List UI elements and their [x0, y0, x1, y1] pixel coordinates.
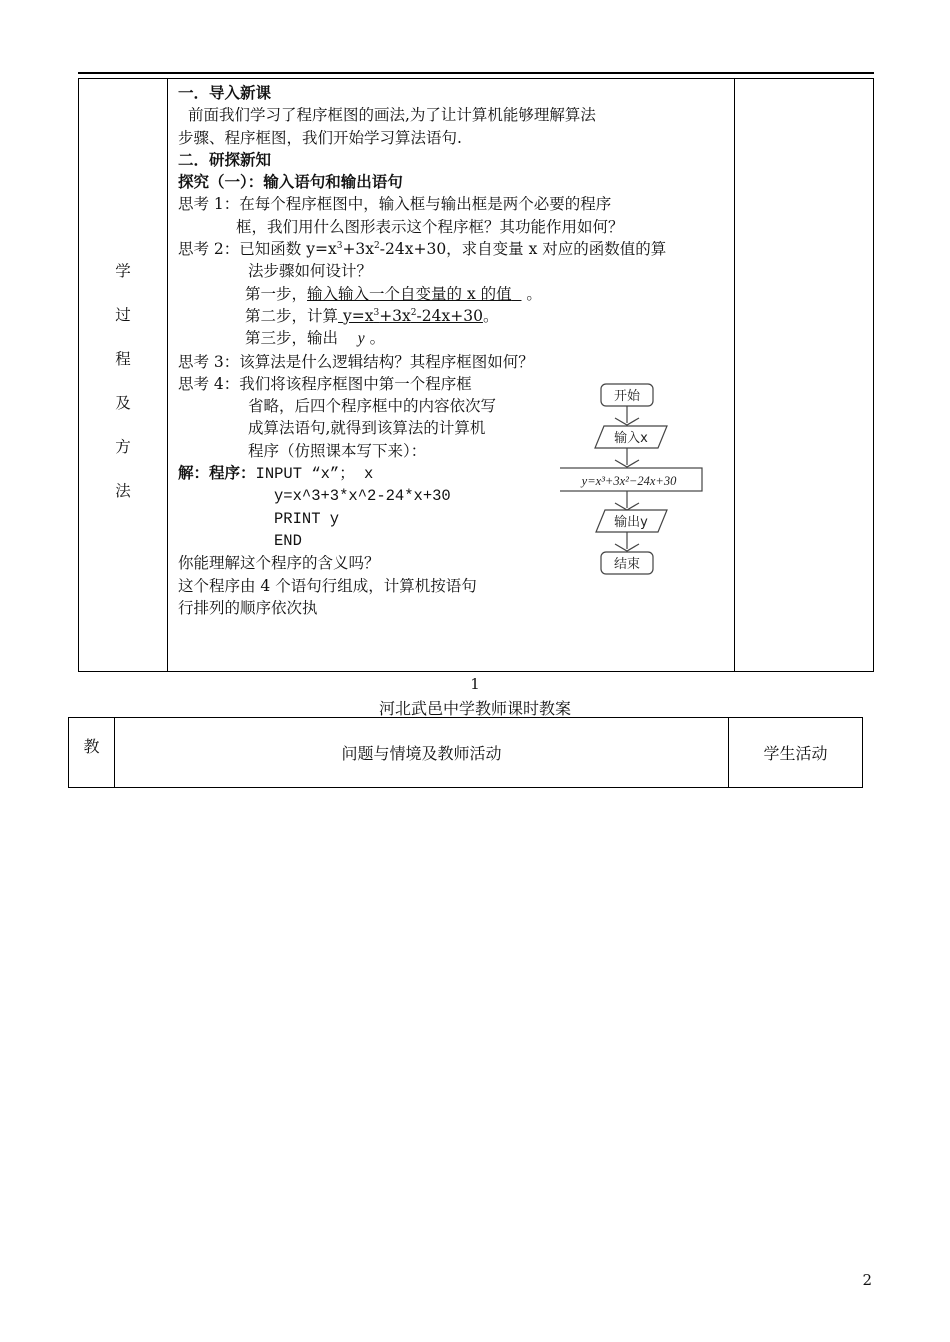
side-label	[79, 79, 167, 513]
flowchart-output-label: 输出y	[614, 515, 648, 530]
step-1-answer: 输入输入一个自变量的 x 的值	[307, 284, 512, 303]
heading-explore: 二．研探新知	[178, 149, 272, 169]
intro-line: 前面我们学习了程序框图的画法,为了让计算机能够理解算法	[188, 106, 596, 125]
page-number: 1	[470, 675, 480, 693]
flowchart	[560, 379, 720, 579]
side-char: 学	[115, 262, 131, 280]
step-2-answer: $y=x^3+3x^2-24x+30$	[342, 306, 483, 325]
code-line: y=x^3+3*x^2-24*x+30	[274, 487, 451, 506]
side-char: 法	[115, 482, 131, 500]
content-cell	[168, 79, 735, 672]
question-3: 思考 3：该算法是什么逻辑结构？其程序框图如何？	[178, 352, 534, 371]
col-teach: 教	[69, 718, 115, 788]
flowchart-start-label: 开始	[613, 389, 641, 404]
flowchart-process-label: y=x³+3x²−24x+30	[581, 474, 677, 488]
page-header-title: 河北武邑中学教师课时教案	[378, 699, 571, 718]
header-table	[68, 717, 863, 788]
intro-line: 步骤、程序框图，我们开始学习算法语句.	[178, 128, 462, 147]
step-2: 第二步，计算 $y=x^3+3x^2-24x+30$。	[245, 306, 499, 325]
flowchart-input-label: 输入x	[614, 431, 648, 446]
col-teacher-activity: 问题与情境及教师活动	[115, 718, 729, 788]
step-3: 第三步，输出 y 。	[245, 329, 386, 348]
page-number-bottom: 2	[862, 1271, 872, 1289]
question-2: 思考 2：已知函数 $y=x^3+3x^2-24x+30$，求自变量 x 对应的函数值的算	[178, 240, 667, 259]
col-student-activity: 学生活动	[729, 718, 863, 788]
side-char: 方	[115, 438, 131, 456]
question-2-cont: 法步骤如何设计？	[248, 262, 373, 281]
side-char: 过	[115, 306, 131, 324]
flowchart-end-label: 结束	[613, 557, 641, 572]
side-char: 程	[115, 350, 131, 368]
top-rule	[78, 72, 874, 74]
question-1: 思考 1：在每个程序框图中，输入框与输出框是两个必要的程序	[178, 195, 612, 214]
side-char: 及	[115, 394, 131, 412]
question-understand: 你能理解这个程序的含义吗？	[178, 554, 380, 573]
heading-inquiry: 探究（一）：输入语句和输出语句	[178, 172, 403, 192]
question-1-cont: 框，我们用什么图形表示这个程序框？其功能作用如何？	[236, 217, 624, 236]
explain-line: 行排列的顺序依次执	[178, 598, 318, 617]
code-line: END	[274, 531, 302, 550]
heading-intro: 一．导入新课	[178, 83, 272, 102]
code-line: PRINT y	[274, 509, 340, 528]
right-empty-cell	[735, 79, 874, 672]
explain-line: 这个程序由 4 个语句行组成，计算机按语句	[178, 576, 477, 595]
side-label-cell	[79, 79, 168, 672]
lesson-table	[78, 78, 874, 672]
solution-line: 解：程序：INPUT “x”； x	[178, 463, 374, 484]
lesson-content	[168, 79, 734, 619]
step-1: 第一步，输入输入一个自变量的 x 的值 。	[245, 284, 542, 303]
question-4: 思考 4：我们将该程序框图中第一个程序框 省略，后四个程序框中的内容依次写 成算法语句,就得到该算法的计算机 程序（仿照课本写下来）：	[178, 374, 497, 460]
